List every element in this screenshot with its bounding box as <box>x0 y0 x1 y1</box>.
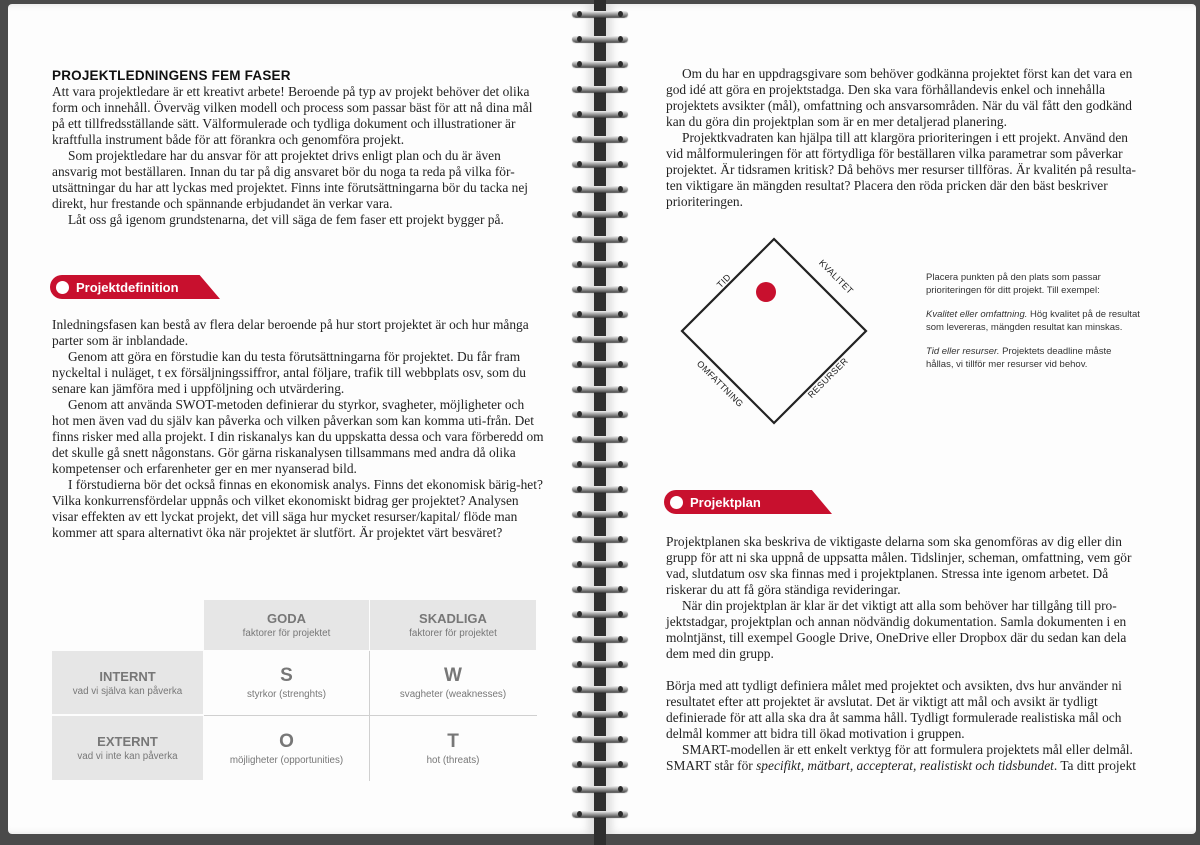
spiral-ring <box>568 685 632 693</box>
page-heading: PROJEKTLEDNINGENS FEM FASER <box>52 68 291 83</box>
priority-dot[interactable] <box>756 282 776 302</box>
section-badge-projektdefinition <box>50 275 220 299</box>
swot-row-external-title: EXTERNT <box>97 734 158 749</box>
swot-row-external-sub: vad vi inte kan påverka <box>77 751 178 762</box>
smart-paragraph <box>666 758 1144 774</box>
spiral-ring <box>568 660 632 668</box>
note-example-1 <box>926 309 1140 334</box>
spiral-ring <box>568 510 632 518</box>
swot-text-t: hot (threats) <box>426 754 480 766</box>
left-page <box>8 4 594 834</box>
swot-cell-opportunities <box>204 716 369 780</box>
swot-row-internal <box>52 651 203 714</box>
swot-cell-threats <box>370 716 536 780</box>
right-page <box>606 4 1196 834</box>
badge-label: Projektdefinition <box>76 279 179 295</box>
definition-text <box>52 317 544 541</box>
swot-row-external <box>52 716 203 780</box>
swot-col-good <box>204 600 369 650</box>
spiral-ring <box>568 760 632 768</box>
swot-col-bad-sub: faktorer för projektet <box>409 628 497 639</box>
spiral-ring <box>568 610 632 618</box>
project-square-diagram <box>666 229 886 449</box>
spiral-ring <box>568 735 632 743</box>
spiral-ring <box>568 235 632 243</box>
smart-terms: specifikt, mätbart, accepterat, realistiskt och tidsbundet <box>756 758 1054 773</box>
note-example-2-title: Tid eller resurser. <box>926 346 1000 357</box>
paragraph-spacer <box>666 662 1144 678</box>
definition-paragraph: I förstudierna bör det också finnas en ekonomisk analys. Finns det ekonomisk bärig-het? Vilka konkurrensfördelar uppnås och vilket ekonomiskt bidrag ger projektet? Analysen visar effekten av ett lyckat projekt, det vill säga hur mycket resurser/kapital/ flöde man kommer att spara alternativt öka när projektet är slutfört. Är projektet värt besväret? <box>52 477 543 540</box>
note-example-2-text: Projektets deadline måste hållas, vi tillför mer resurser vid behov. <box>926 346 1112 370</box>
plan-text <box>666 534 1144 774</box>
swot-letter-t: T <box>447 730 459 752</box>
swot-text-w: svagheter (weaknesses) <box>399 689 507 700</box>
spiral-ring <box>568 285 632 293</box>
badge-dot-icon <box>670 496 683 509</box>
plan-paragraph: SMART-modellen är ett enkelt verktyg för att formulera projektets mål eller delmål. <box>682 742 1133 757</box>
spiral-ring <box>568 10 632 18</box>
swot-cell-weaknesses <box>370 651 536 714</box>
swot-text-o: möjligheter (opportunities) <box>229 754 344 766</box>
spiral-ring <box>568 60 632 68</box>
spiral-ring <box>568 635 632 643</box>
charter-paragraph: Projektkvadraten kan hjälpa till att klargöra prioriteringen i ett projekt. Använd den vid målformuleringen för att förtydliga för beställaren vilka parametrar som påverkar projektet. Är tidsramen kritisk? Då behövs mer resurser tillföras. Är kvalitén på resulta-ten viktigare än mängden resultat? Placera den röda pricken där den bäst beskriver prioriteringen. <box>666 130 1137 209</box>
spiral-ring <box>568 385 632 393</box>
spiral-ring <box>568 110 632 118</box>
definition-paragraph: Genom att använda SWOT-metoden definierar du styrkor, svagheter, möjligheter och hot men även vad du själv kan påverka och vilken påverkan som kan komma uti-från. Det finns risker med alla projekt. I din riskanalys kan du uppskatta dessa och vara förberedd om det skulle gå snett någonstans. Gör gärna riskanalysen tillsammans med andra då olika kompetenser och erfarenheter ger en mer nyanserad bild. <box>52 397 544 476</box>
note-example-2 <box>926 346 1140 371</box>
spiral-ring <box>568 535 632 543</box>
diamond-label-kvalitet: KVALITET <box>816 257 856 297</box>
spiral-ring <box>568 85 632 93</box>
swot-letter-s: S <box>280 665 293 686</box>
swot-letter-w: W <box>444 665 462 686</box>
note-intro: Placera punkten på den plats som passar prioriteringen för ditt projekt. Till exempel: <box>926 272 1101 296</box>
spiral-ring <box>568 785 632 793</box>
badge-dot-icon <box>56 281 69 294</box>
spiral-binding <box>568 10 632 835</box>
section-badge-projektplan <box>664 490 832 514</box>
spiral-ring <box>568 410 632 418</box>
swot-letter-o: O <box>279 730 294 752</box>
spiral-ring <box>568 310 632 318</box>
swot-row-internal-title: INTERNT <box>99 668 156 684</box>
swot-col-bad-title: SKADLIGA <box>419 611 487 626</box>
spiral-ring <box>568 160 632 168</box>
spiral-ring <box>568 185 632 193</box>
intro-paragraph: Som projektledare har du ansvar för att projektet drivs enligt plan och du är även ansvarig mot beställaren. Innan du tar på dig ansvaret bör du noga ta reda på vilka för-utsättningar du har att lyckas med projektet. Finns inte förutsättningarna bör du tacka nej direkt, hur frestande och spännande erbjudandet än verkar vara. <box>52 148 528 211</box>
badge-label: Projektplan <box>690 494 761 510</box>
spiral-ring <box>568 210 632 218</box>
intro-text <box>52 84 542 228</box>
diagram-note <box>926 272 1140 383</box>
definition-paragraph: Genom att göra en förstudie kan du testa förutsättningarna för projektet. Du får fram nyckeltal i nuläget, t ex försäljningssiffror, antal följare, trafik till webbplats osv, som du senare kan jämföra med i uppföljning och utvärdering. <box>52 349 526 396</box>
swot-col-bad <box>370 600 536 650</box>
swot-col-good-sub: faktorer för projektet <box>242 628 331 639</box>
plan-paragraph: När din projektplan är klar är det viktigt att alla som behöver har tillgång till pro-jektstadgar, projektplan och annan nödvändig dokumentation. Samla dokumenten i en molntjänst, till exempel Google Drive, OneDrive eller Dropbox där du sedan kan dela dem med din grupp. <box>666 598 1127 661</box>
spiral-ring <box>568 435 632 443</box>
diamond-label-tid: TID <box>714 271 733 290</box>
diamond-label-omfattning: OMFATTNING <box>694 358 746 410</box>
diamond-label-resurser: RESURSER <box>805 355 850 400</box>
swot-cell-strengths <box>204 651 369 714</box>
spiral-ring <box>568 485 632 493</box>
intro-paragraph: Att vara projektledare är ett kreativt arbete! Beroende på typ av projekt behöver det olika form och innehåll. Överväg vilken modell och process som passar bäst för att nå dina mål på ett tillfredsställande sätt. Välformulerade och tydliga dokument och illustrationer är kraftfulla instrument både för att förankra och genomföra projekt. <box>52 84 533 147</box>
spiral-ring <box>568 710 632 718</box>
spiral-ring <box>568 135 632 143</box>
diamond-outline <box>682 239 866 423</box>
charter-paragraph: Om du har en uppdragsgivare som behöver godkänna projektet först kan det vara en god idé att göra en projektstadga. Den ska vara förhållandevis enkel och innehålla projektets avsikter (mål), omfattning och ansvarsområden. När du väl fått den godkänd kan du göra din projektplan som är en mer detaljerad planering. <box>666 66 1133 129</box>
spiral-ring <box>568 810 632 818</box>
spiral-ring <box>568 35 632 43</box>
swot-row-internal-sub: vad vi själva kan påverka <box>72 685 183 697</box>
plan-paragraph: Börja med att tydligt definiera målet med projektet och avsikten, dvs hur använder ni resultatet efter att projektet är avslutat. Det är viktigt att mål och avsikt är tydligt definierade för att alla ska dra åt samma håll. Tydligt formulerade realistiska mål och delmål kommer att bidra till ökad motivation i gruppen. <box>666 678 1122 741</box>
swot-divider <box>204 715 537 716</box>
smart-suffix: . Ta ditt projekt <box>1053 758 1136 773</box>
spiral-ring <box>568 335 632 343</box>
intro-paragraph: Låt oss gå igenom grundstenarna, det vill säga de fem faser ett projekt bygger på. <box>68 212 504 227</box>
spiral-ring <box>568 260 632 268</box>
smart-prefix: SMART står för <box>666 758 757 773</box>
charter-text <box>666 66 1142 210</box>
swot-divider <box>369 651 370 781</box>
note-example-1-title: Kvalitet eller omfattning. <box>926 309 1028 320</box>
spiral-ring <box>568 460 632 468</box>
spiral-ring <box>568 560 632 568</box>
swot-col-good-title: GODA <box>267 611 306 626</box>
plan-paragraph: Projektplanen ska beskriva de viktigaste delarna som ska genomföras av dig eller din grupp för att ni ska uppnå de uppsatta målen. Tidslinjer, scheman, omfattning, vem gör vad, slutdatum osv ska finnas med i projektplanen. Stressa inte igenom arbetet. Då riskerar du att få göra ständiga revideringar. <box>666 534 1132 597</box>
definition-paragraph: Inledningsfasen kan bestå av flera delar beroende på hur stort projektet är och hur många parter som är inblandade. <box>52 317 529 348</box>
note-example-1-text: Hög kvalitet på de resultat som levereras, mängden resultat kan minskas. <box>926 309 1140 333</box>
spiral-ring <box>568 585 632 593</box>
swot-text-s: styrkor (strenghts) <box>247 689 326 700</box>
spiral-ring <box>568 360 632 368</box>
